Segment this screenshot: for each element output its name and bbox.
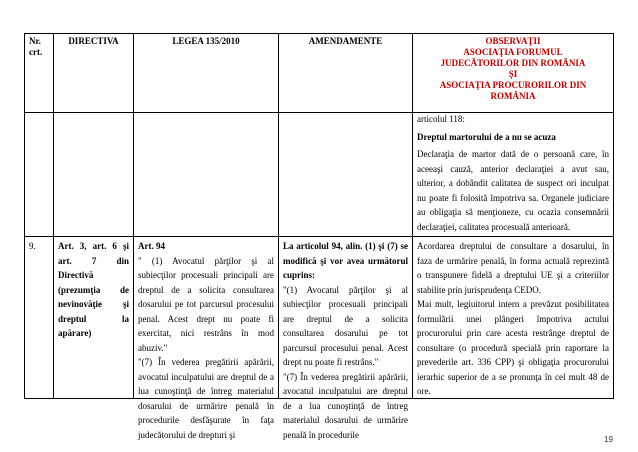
obs9-paragraph-2: Mai mult, legiuitorul intern a prevăzut posibilitatea formulării unei plângeri împotriva actului procurorului prin care acesta restrânge dreptul de consultare (o procedură specială prin raportare la prevederile art. 336 CPP) şi obligaţia procurorului ierarhic superior de a se pronunţa în cel mult 48 de ore. [417, 299, 609, 396]
amend-paragraph-1: "(1) Avocatul părţilor şi al subiecţilor procesuali principali are dreptul de a solicita consultarea dosarului pe tot parcursul procesului penal. Acest drept nu poate fi restrâns." [283, 284, 408, 367]
row9-nr: 9. [25, 237, 54, 399]
obs-title: Dreptul martorului de a nu se acuza [417, 131, 556, 142]
table-row-continuation [25, 113, 614, 237]
page-number: 19 [604, 435, 613, 444]
header-directiva: DIRECTIVA [54, 34, 134, 113]
obs9-paragraph-1: Acordarea dreptului de consultare a dosarului, în faza de urmărire penală, în forma actuală reprezintă o transpunere fidelă a dreptului UE şi a criteriilor stabilite prin jurisprudenţa CEDO. [417, 241, 609, 295]
row9-amendamente [279, 237, 413, 440]
obs-body: Declaraţia de martor dată de o persoană care, în aceeaşi cauză, anterior declaraţiei a avut sau, ulterior, a dobândit calitatea de suspect ori inculpat nu poate fi folosită împotriva sa. Organele judiciare au obligaţia să menţioneze, cu ocazia consemnării declaraţiei, calitatea procesuală anterioară. [417, 149, 609, 232]
table-header-row [25, 34, 614, 113]
amend-title: La articolul 94, alin. (1) şi (7) se modifică şi vor avea următorul cuprins: [283, 241, 408, 280]
legea-title: Art. 94 [138, 241, 165, 251]
header-amendamente: AMENDAMENTE [279, 34, 413, 113]
header-nr: Nr. crt. [25, 34, 54, 113]
header-observatii: OBSERVAŢII ASOCIAŢIA FORUMUL JUDECĂTORILOR DIN ROMÂNIA ŞI ASOCIAŢIA PROCURORILOR DIN ROMÂNIA [413, 34, 614, 113]
continuation-observatii [413, 113, 614, 237]
legea-paragraph-2: "(7) În vederea pregătirii apărării, avocatul inculpatului are dreptul de a lua cunoştinţă de întreg materialul dosarului de urmărire penală în procedurile desfăşurate în faţa judecătorului de drepturi şi [138, 357, 274, 440]
legea-paragraph-1: " (1) Avocatul părţilor şi al subiecţilor procesuali principali are dreptul de a solicita consultarea dosarului pe tot parcursul procesului penal. Acest drept nu poate fi exercitat, nici restrâns în mod abuziv." [138, 255, 274, 353]
table-row-9 [25, 237, 614, 399]
obs-intro: articolul 118: [417, 114, 465, 124]
row9-directiva: Art. 3, art. 6 şi art. 7 din Directivă (prezumţia de nevinovăţie şi dreptul la apărare) [54, 237, 134, 399]
amend-paragraph-2: "(7) În vederea pregătirii apărării, avocatul inculpatului are dreptul de a lua cunoştinţă de întreg materialul dosarului de urmărire penală în procedurile [283, 371, 408, 440]
row9-observatii [413, 237, 614, 399]
row9-legea [134, 237, 279, 440]
header-legea: LEGEA 135/2010 [134, 34, 279, 113]
